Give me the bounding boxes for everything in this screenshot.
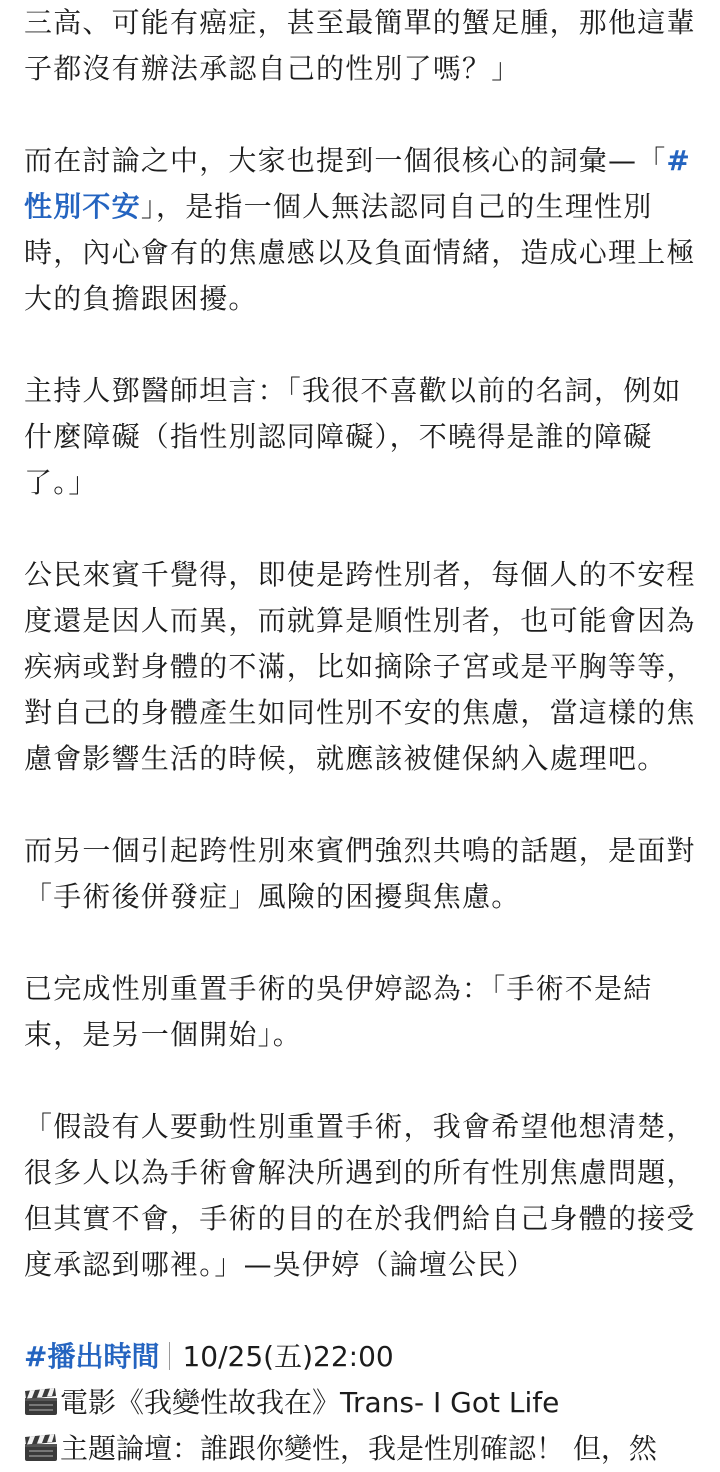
paragraph-5 — [24, 828, 700, 920]
separator-bar — [169, 1342, 170, 1370]
paragraph-7-quote — [24, 1104, 700, 1288]
paragraph-1-line-1: 三高、可能有癌症，甚至最簡單的蟹足腫，那他這輩 — [24, 6, 696, 39]
paragraph-1 — [24, 0, 700, 92]
paragraph-3-line-1: 主持人鄧醫師坦言：「我很不喜歡以前的名詞，例如 — [24, 374, 682, 407]
paragraph-4-line-5: 慮會影響生活的時候，就應該被健保納入處理吧。 — [24, 742, 667, 775]
paragraph-3-line-2: 什麼障礙（指性別認同障礙），不曉得是誰的障礙 — [24, 420, 653, 453]
paragraph-4 — [24, 552, 700, 782]
paragraph-7-line-1: 「假設有人要動性別重置手術，我會希望他想清楚， — [24, 1110, 696, 1143]
article-body — [24, 0, 700, 1472]
paragraph-3-line-3: 了。」 — [24, 466, 98, 499]
broadcast-time-line — [24, 1334, 700, 1380]
paragraph-7-line-2: 很多人以為手術會解決所遇到的所有性別焦慮問題， — [24, 1156, 696, 1189]
clapper-board-icon — [24, 1388, 58, 1416]
paragraph-2 — [24, 138, 700, 322]
forum-line — [24, 1426, 700, 1472]
paragraph-3 — [24, 368, 700, 506]
paragraph-1-line-2: 子都沒有辦法承認自己的性別了嗎？」 — [24, 52, 521, 85]
paragraph-7-line-3: 但其實不會，手術的目的在於我們給自己身體的接受 — [24, 1202, 696, 1235]
broadcast-time-value: 10/25(五)22:00 — [182, 1340, 394, 1373]
paragraph-2-line-1-text: 而在討論之中，大家也提到一個很核心的詞彙—「 — [24, 144, 667, 177]
hashtag-link-gender-dysphoria[interactable]: 性別不安 — [24, 190, 141, 223]
clapper-board-icon — [24, 1434, 58, 1462]
paragraph-7-line-4: 度承認到哪裡。」—吳伊婷（論壇公民） — [24, 1248, 536, 1281]
hashtag-link-part-1[interactable]: # — [666, 144, 692, 177]
paragraph-6-line-1: 已完成性別重置手術的吳伊婷認為：「手術不是結 — [24, 972, 653, 1005]
forum-topic: 主題論壇：誰跟你變性，我是性別確認！ 但，然 — [60, 1432, 657, 1465]
paragraph-2-line-2-text: 」，是指一個人無法認同自己的生理性別 — [140, 190, 653, 223]
paragraph-4-line-2: 度還是因人而異，而就算是順性別者，也可能會因為 — [24, 604, 696, 637]
paragraph-2-line-4: 大的負擔跟困擾。 — [24, 282, 258, 315]
movie-line — [24, 1380, 700, 1426]
broadcast-info — [24, 1334, 700, 1472]
paragraph-5-line-1: 而另一個引起跨性別來賓們強烈共鳴的話題，是面對 — [24, 834, 696, 867]
movie-title: 電影《我變性故我在》Trans- I Got Life — [60, 1386, 560, 1419]
paragraph-2-line-3: 時，內心會有的焦慮感以及負面情緒，造成心理上極 — [24, 236, 696, 269]
paragraph-4-line-4: 對自己的身體產生如同性別不安的焦慮，當這樣的焦 — [24, 696, 696, 729]
paragraph-6 — [24, 966, 700, 1058]
paragraph-4-line-1: 公民來賓千覺得，即使是跨性別者，每個人的不安程 — [24, 558, 696, 591]
paragraph-2-line-2 — [24, 184, 700, 230]
paragraph-4-line-3: 疾病或對身體的不滿，比如摘除子宮或是平胸等等， — [24, 650, 696, 683]
paragraph-5-line-2: 「手術後併發症」風險的困擾與焦慮。 — [24, 880, 521, 913]
hashtag-link-broadcast-time[interactable]: #播出時間 — [24, 1340, 160, 1373]
paragraph-2-line-1 — [24, 138, 700, 184]
paragraph-6-line-2: 束，是另一個開始」。 — [24, 1018, 303, 1051]
